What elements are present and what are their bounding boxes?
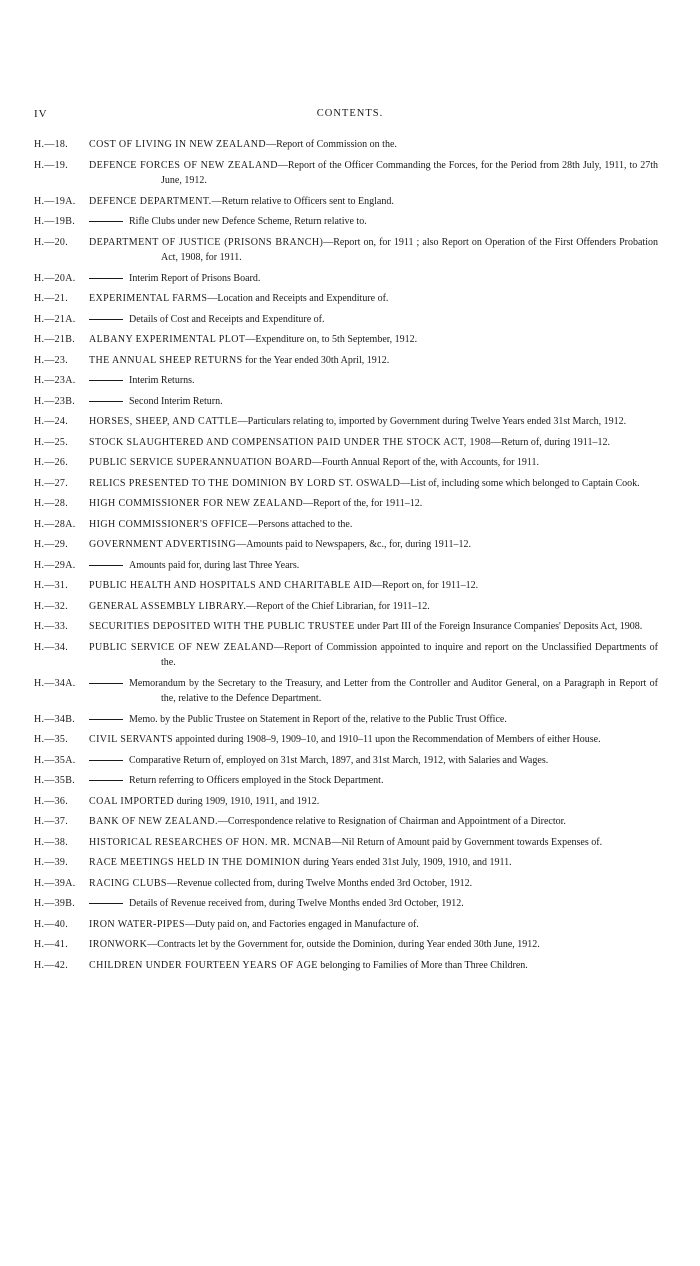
entry-description <box>89 517 658 533</box>
contents-entry <box>0 958 700 974</box>
entry-description <box>89 291 658 307</box>
paper-code: H.—35B. <box>34 775 75 786</box>
contents-entry <box>0 158 700 189</box>
entry-description <box>89 235 658 266</box>
contents-entry <box>0 394 700 410</box>
entry-text: Second Interim Return. <box>129 395 223 407</box>
entry-heading: HORSES, SHEEP, AND CATTLE <box>89 416 238 427</box>
contents-entry <box>0 271 700 287</box>
contents-entry <box>0 496 700 512</box>
paper-code: H.—19. <box>34 159 69 171</box>
entry-description <box>89 619 658 635</box>
entry-heading: DEPARTMENT OF JUSTICE (PRISONS BRANCH) <box>89 236 324 248</box>
entry-text: —Correspondence relative to Resignation of Chairman and Appointment of a Director. <box>217 816 566 827</box>
paper-code: H.—27. <box>34 477 69 489</box>
contents-entry <box>0 194 700 210</box>
page-title: CONTENTS. <box>316 108 384 119</box>
entry-description <box>89 835 658 851</box>
entry-heading: GENERAL ASSEMBLY LIBRARY. <box>89 600 247 612</box>
entry-heading: EXPERIMENTAL FARMS <box>89 293 208 304</box>
paper-code: H.—24. <box>34 416 69 427</box>
contents-entry <box>0 676 700 707</box>
paper-code: H.—28. <box>34 498 69 509</box>
entry-description <box>89 435 658 451</box>
entry-heading: HISTORICAL RESEARCHES OF HON. MR. MCNAB <box>89 836 332 848</box>
paper-code: H.—29A. <box>34 559 76 571</box>
entry-description <box>89 937 658 953</box>
entry-text: —Report of Commission appointed to inquire and report on the Unclassified Departments of the. <box>161 641 658 668</box>
paper-code: H.—39B. <box>34 898 75 909</box>
ditto-dash <box>89 760 123 761</box>
paper-code: H.—38. <box>34 836 69 848</box>
entry-description <box>89 353 658 369</box>
contents-entry <box>0 537 700 553</box>
entry-text: —Report on, for 1911–12. <box>372 580 479 591</box>
contents-entry <box>0 619 700 635</box>
entry-heading: CHILDREN UNDER FOURTEEN YEARS OF AGE <box>89 959 318 971</box>
contents-entry <box>0 640 700 671</box>
entry-description <box>89 855 658 871</box>
contents-entry <box>0 794 700 810</box>
entry-text: Details of Revenue received from, during Twelve Months ended 3rd October, 1912. <box>129 898 464 909</box>
contents-entry <box>0 876 700 892</box>
entry-description <box>89 194 658 210</box>
entry-text: appointed during 1908–9, 1909–10, and 1910–11 upon the Recommendation of Members of either House. <box>172 734 601 745</box>
contents-list <box>0 137 700 978</box>
entry-text: during 1909, 1910, 1911, and 1912. <box>174 795 320 807</box>
entry-text: —Persons attached to the. <box>247 518 353 530</box>
paper-code: H.—32. <box>34 600 69 612</box>
entry-text: —Report of the Officer Commanding the Forces, for the Period from 28th July, 1911, to 27th June, 1912. <box>161 159 658 186</box>
paper-code: H.—34A. <box>34 677 76 689</box>
page-number: IV <box>34 108 48 120</box>
paper-code: H.—23B. <box>34 395 75 407</box>
entry-heading: COAL IMPORTED <box>89 795 175 807</box>
entry-heading: RELICS PRESENTED TO THE DOMINION BY LORD ST. OSWALD <box>89 477 401 489</box>
ditto-dash <box>89 319 123 320</box>
contents-entry <box>0 291 700 307</box>
contents-entry <box>0 712 700 728</box>
entry-description <box>89 753 658 769</box>
entry-description <box>89 876 658 892</box>
entry-description <box>89 332 658 348</box>
contents-entry <box>0 855 700 871</box>
entry-description <box>89 496 658 512</box>
contents-entry <box>0 414 700 430</box>
entry-text: —Return of, during 1911–12. <box>491 436 610 448</box>
entry-heading: CIVIL SERVANTS <box>89 734 173 745</box>
paper-code: H.—23. <box>34 354 69 366</box>
entry-text: Interim Returns. <box>129 375 195 386</box>
contents-entry <box>0 937 700 953</box>
paper-code: H.—36. <box>34 795 69 807</box>
entry-description <box>89 476 658 492</box>
contents-entry <box>0 312 700 328</box>
entry-description <box>89 640 658 671</box>
ditto-dash <box>89 683 123 684</box>
contents-entry <box>0 732 700 748</box>
paper-code: H.—33. <box>34 621 69 632</box>
paper-code: H.—25. <box>34 436 69 448</box>
entry-description <box>89 312 658 328</box>
paper-code: H.—19A. <box>34 195 76 207</box>
paper-code: H.—19B. <box>34 216 75 227</box>
ditto-dash <box>89 380 123 381</box>
contents-entry <box>0 558 700 574</box>
paper-code: H.—41. <box>34 939 69 950</box>
contents-entry <box>0 896 700 912</box>
ditto-dash <box>89 903 123 904</box>
entry-text: —Return relative to Officers sent to England. <box>211 195 394 207</box>
paper-code: H.—37. <box>34 816 69 827</box>
entry-description <box>89 558 658 574</box>
entry-heading: THE ANNUAL SHEEP RETURNS <box>89 354 243 366</box>
paper-code: H.—28A. <box>34 518 76 530</box>
entry-description <box>89 917 658 933</box>
entry-text: —Amounts paid to Newspapers, &c., for, during 1911–12. <box>236 539 471 550</box>
entry-description <box>89 896 658 912</box>
entry-description <box>89 537 658 553</box>
entry-heading: HIGH COMMISSIONER FOR NEW ZEALAND <box>89 498 304 509</box>
entry-description <box>89 732 658 748</box>
entry-text: Memorandum by the Secretary to the Treasury, and Letter from the Controller and Auditor General, on a Paragraph in Report of the, relative to the Defence Department. <box>129 677 658 704</box>
contents-entry <box>0 235 700 266</box>
ditto-dash <box>89 401 123 402</box>
paper-code: H.—40. <box>34 918 69 930</box>
entry-description <box>89 578 658 594</box>
entry-heading: IRONWORK <box>89 939 148 950</box>
entry-text: —Report on, for 1911 ; also Report on Operation of the First Offenders Probation Act, 1908, for 1911. <box>161 236 658 263</box>
entry-text: Amounts paid for, during last Three Years. <box>129 559 300 571</box>
entry-text: Details of Cost and Receipts and Expenditure of. <box>129 313 325 325</box>
paper-code: H.—39. <box>34 857 69 868</box>
paper-code: H.—21A. <box>34 313 76 325</box>
paper-code: H.—35A. <box>34 754 76 766</box>
paper-code: H.—34. <box>34 641 69 653</box>
entry-description <box>89 712 658 728</box>
entry-description <box>89 414 658 430</box>
contents-entry <box>0 753 700 769</box>
paper-code: H.—26. <box>34 457 69 468</box>
paper-code: H.—18. <box>34 139 69 150</box>
contents-entry <box>0 578 700 594</box>
ditto-dash <box>89 221 123 222</box>
entry-text: —Contracts let by the Government for, outside the Dominion, during Year ended 30th June, 1912. <box>147 939 540 950</box>
entry-text: Rifle Clubs under new Defence Scheme, Return relative to. <box>129 216 367 227</box>
contents-entry <box>0 517 700 533</box>
entry-heading: IRON WATER-PIPES <box>89 918 185 930</box>
entry-text: Memo. by the Public Trustee on Statement in Report of the, relative to the Public Trust Office. <box>129 713 507 725</box>
entry-description <box>89 271 658 287</box>
entry-text: —Report of Commission on the. <box>266 139 397 150</box>
paper-code: H.—34B. <box>34 713 75 725</box>
entry-description <box>89 794 658 810</box>
entry-text: —Expenditure on, to 5th September, 1912. <box>245 334 418 345</box>
entry-description <box>89 137 658 153</box>
entry-text: —Revenue collected from, during Twelve Months ended 3rd October, 1912. <box>166 877 473 889</box>
entry-description <box>89 814 658 830</box>
paper-code: H.—21B. <box>34 334 75 345</box>
entry-description <box>89 158 658 189</box>
entry-heading: COST OF LIVING IN NEW ZEALAND <box>89 139 267 150</box>
paper-code: H.—29. <box>34 539 69 550</box>
entry-description <box>89 676 658 707</box>
ditto-dash <box>89 719 123 720</box>
entry-text: —Duty paid on, and Factories engaged in Manufacture of. <box>184 918 419 930</box>
entry-description <box>89 214 658 230</box>
entry-text: during Years ended 31st July, 1909, 1910, and 1911. <box>300 857 512 868</box>
entry-description <box>89 958 658 974</box>
entry-text: belonging to Families of More than Three Children. <box>317 959 528 971</box>
contents-entry <box>0 373 700 389</box>
contents-entry <box>0 835 700 851</box>
entry-heading: GOVERNMENT ADVERTISING <box>89 539 237 550</box>
contents-entry <box>0 599 700 615</box>
entry-text: —Report of the Chief Librarian, for 1911–12. <box>246 600 430 612</box>
entry-heading: ALBANY EXPERIMENTAL PLOT <box>89 334 246 345</box>
paper-code: H.—31. <box>34 580 69 591</box>
contents-entry <box>0 435 700 451</box>
entry-heading: STOCK SLAUGHTERED AND COMPENSATION PAID UNDER THE STOCK ACT, 1908 <box>89 436 492 448</box>
entry-heading: DEFENCE FORCES OF NEW ZEALAND <box>89 159 278 171</box>
ditto-dash <box>89 565 123 566</box>
entry-text: —List of, including some which belonged to Captain Cook. <box>400 477 640 489</box>
entry-text: —Particulars relating to, imported by Government during Twelve Years ended 31st March, 1912. <box>237 416 627 427</box>
paper-code: H.—35. <box>34 734 69 745</box>
paper-code: H.—20A. <box>34 272 76 284</box>
entry-text: —Fourth Annual Report of the, with Accounts, for 1911. <box>311 457 540 468</box>
contents-entry <box>0 353 700 369</box>
entry-description <box>89 394 658 410</box>
entry-heading: PUBLIC HEALTH AND HOSPITALS AND CHARITABLE AID <box>89 580 373 591</box>
entry-text: Return referring to Officers employed in the Stock Department. <box>129 775 384 786</box>
entry-text: under Part III of the Foreign Insurance Companies' Deposits Act, 1908. <box>354 621 643 632</box>
contents-entry <box>0 455 700 471</box>
entry-text: Interim Report of Prisons Board. <box>129 272 261 284</box>
entry-heading: SECURITIES DEPOSITED WITH THE PUBLIC TRUSTEE <box>89 621 355 632</box>
contents-entry <box>0 917 700 933</box>
entry-text: for the Year ended 30th April, 1912. <box>242 354 390 366</box>
paper-code: H.—39A. <box>34 877 76 889</box>
entry-heading: PUBLIC SERVICE SUPERANNUATION BOARD <box>89 457 312 468</box>
entry-text: —Location and Receipts and Expenditure of. <box>207 293 389 304</box>
ditto-dash <box>89 780 123 781</box>
contents-entry <box>0 773 700 789</box>
entry-heading: BANK OF NEW ZEALAND. <box>89 816 218 827</box>
entry-description <box>89 773 658 789</box>
ditto-dash <box>89 278 123 279</box>
contents-entry <box>0 814 700 830</box>
contents-entry <box>0 214 700 230</box>
entry-heading: PUBLIC SERVICE OF NEW ZEALAND <box>89 641 274 653</box>
entry-heading: DEFENCE DEPARTMENT. <box>89 195 212 207</box>
contents-entry <box>0 332 700 348</box>
paper-code: H.—23A. <box>34 375 76 386</box>
contents-entry <box>0 137 700 153</box>
entry-heading: RACING CLUBS <box>89 877 167 889</box>
paper-code: H.—20. <box>34 236 69 248</box>
entry-description <box>89 455 658 471</box>
entry-text: Comparative Return of, employed on 31st March, 1897, and 31st March, 1912, with Salaries and Wages. <box>129 754 549 766</box>
entry-heading: HIGH COMMISSIONER'S OFFICE <box>89 518 248 530</box>
paper-code: H.—42. <box>34 959 69 971</box>
entry-description <box>89 599 658 615</box>
paper-code: H.—21. <box>34 293 69 304</box>
contents-entry <box>0 476 700 492</box>
entry-text: —Report of the, for 1911–12. <box>303 498 423 509</box>
entry-heading: RACE MEETINGS HELD IN THE DOMINION <box>89 857 301 868</box>
entry-description <box>89 373 658 389</box>
entry-text: —Nil Return of Amount paid by Government towards Expenses of. <box>331 836 603 848</box>
page-header <box>0 108 700 124</box>
